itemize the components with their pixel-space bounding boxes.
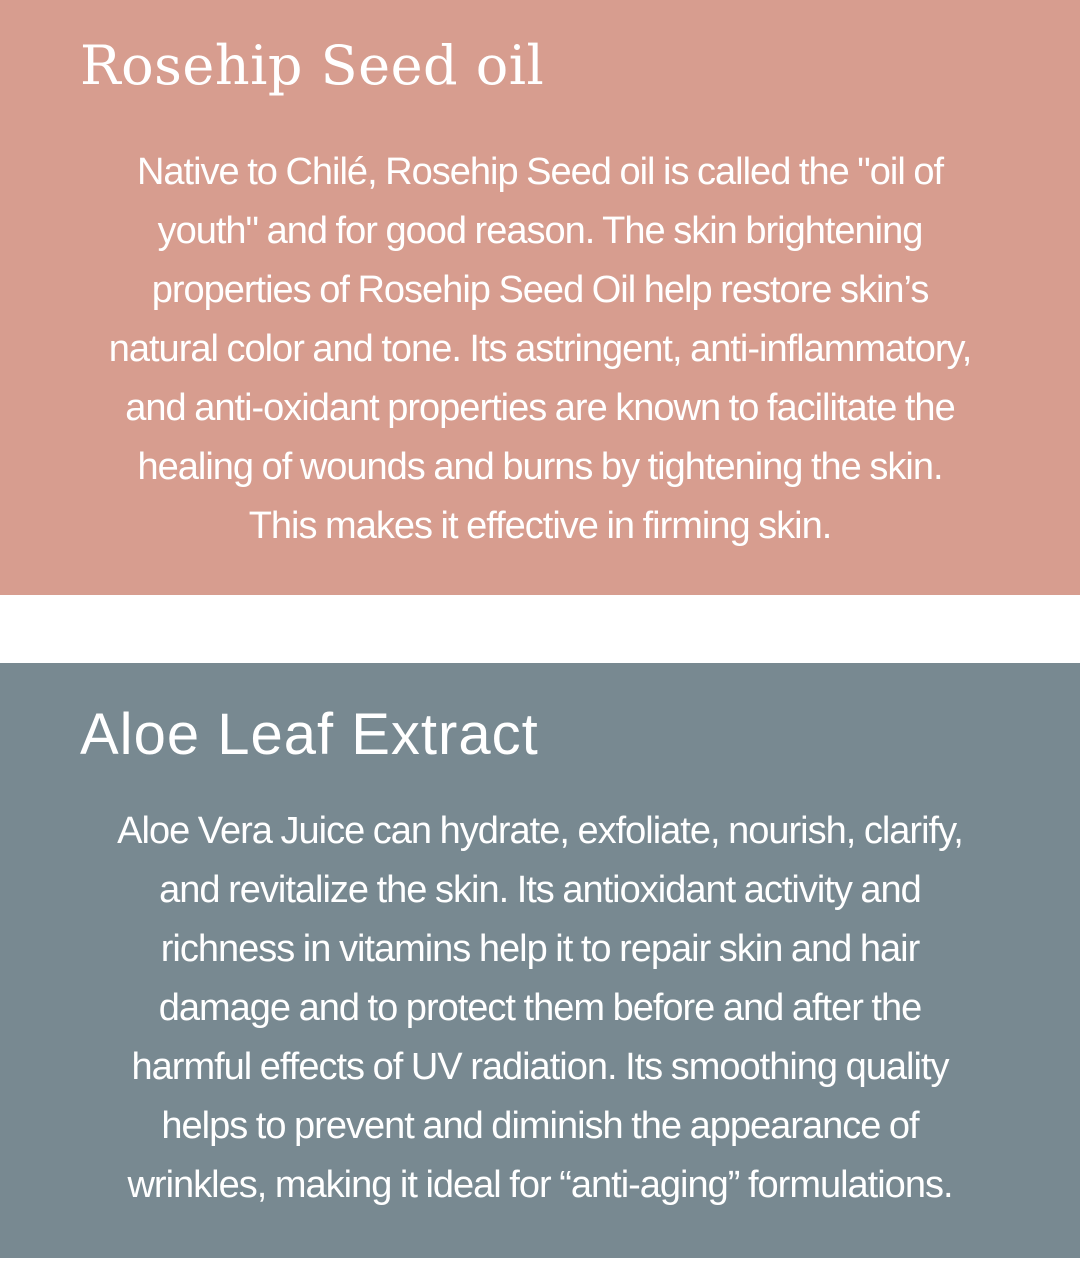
aloe-description-line: wrinkles, making it ideal for “anti-aging” formulations. (127, 1164, 953, 1206)
aloe-description (50, 802, 1030, 1215)
rosehip-description-line: properties of Rosehip Seed Oil help restore skin’s (151, 269, 929, 311)
rosehip-section (0, 0, 1080, 595)
rosehip-description-line: This makes it effective in firming skin. (248, 505, 832, 547)
rosehip-description-line: youth" and for good reason. The skin brightening (157, 210, 923, 252)
rosehip-description (50, 143, 1030, 556)
aloe-description-line: damage and to protect them before and after the (158, 987, 922, 1029)
rosehip-description-line: healing of wounds and burns by tightening the skin. (137, 446, 943, 488)
rosehip-description-line: and anti-oxidant properties are known to facilitate the (125, 387, 955, 429)
rosehip-description-line: Native to Chilé, Rosehip Seed oil is called the "oil of (136, 151, 944, 193)
aloe-section (0, 663, 1080, 1258)
aloe-description-line: harmful effects of UV radiation. Its smoothing quality (131, 1046, 949, 1088)
aloe-title: Aloe Leaf Extract (80, 702, 539, 767)
aloe-description-line: helps to prevent and diminish the appearance of (161, 1105, 919, 1147)
rosehip-description-line: natural color and tone. Its astringent, anti-inflammatory, (108, 328, 972, 370)
aloe-description-line: richness in vitamins help it to repair skin and hair (160, 928, 920, 970)
aloe-description-line: and revitalize the skin. Its antioxidant activity and (159, 869, 921, 911)
rosehip-title: Rosehip Seed oil (80, 34, 545, 97)
aloe-description-line: Aloe Vera Juice can hydrate, exfoliate, nourish, clarify, (117, 810, 963, 852)
